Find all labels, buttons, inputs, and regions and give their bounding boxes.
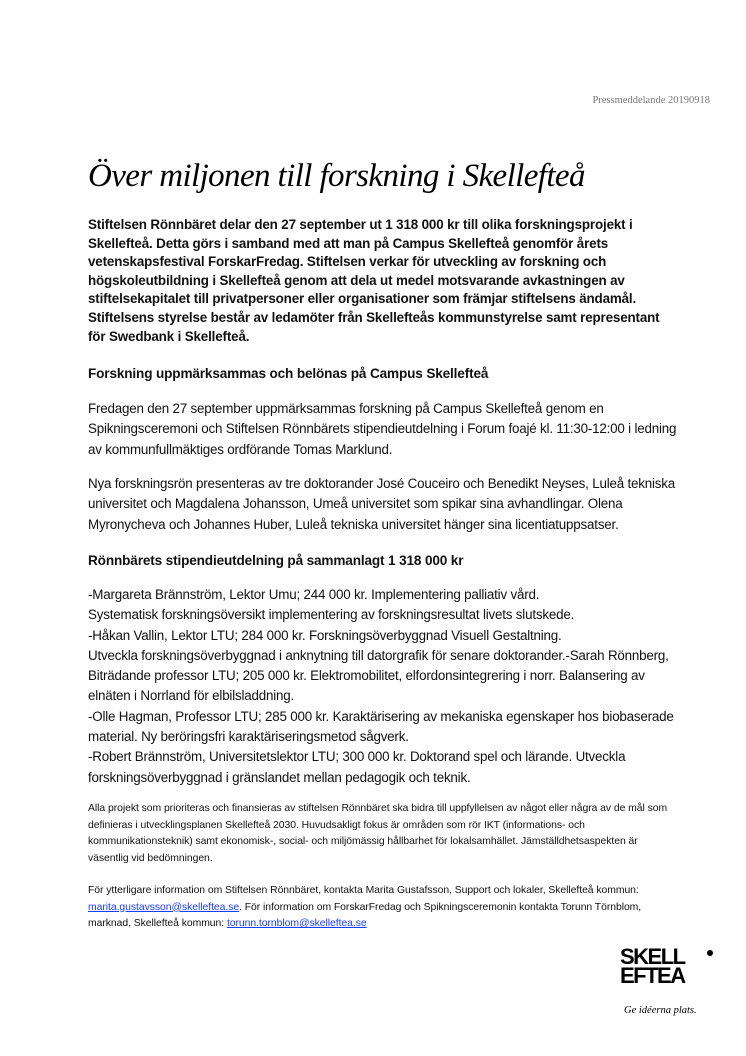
footer-note: Alla projekt som prioriteras och finansieras av stiftelsen Rönnbäret ska bidra till uppfyllelsen av något eller några av de mål som definieras i utvecklingsplanen Skellefteå 2030. Huvudsakligt fokus är områden som rör IKT (informations- och kommunikationsteknik) samt ekonomisk-, social- och miljömässig hållbarhet för lokalsamhället. Jämställdhetsaspekten är väsentlig vid bedömningen. <box>88 803 668 864</box>
list-item: -Margareta Brännström, Lektor Umu; 244 000 kr. Implementering palliativ vård. <box>88 587 540 602</box>
email-link-marita[interactable]: marita.gustavsson@skelleftea.se <box>88 901 240 913</box>
scholarship-list <box>88 585 688 788</box>
list-item: -Olle Hagman, Professor LTU; 285 000 kr. Karaktärisering av mekaniska egenskaper hos biobaserade material. Ny beröringsfri karaktäriseringsmetod sågverk. <box>88 708 674 745</box>
paragraph-doctorands: Nya forskningsrön presenteras av tre doktorander José Couceiro och Benedikt Neyses, Luleå tekniska universitet och Magdalena Johansson, Umeå universitet som spikar sina avhandlingar. Olena Myronycheva och Johannes Huber, Luleå tekniska universitet hänger sina licentiatuppsatser. <box>88 476 676 532</box>
section-heading-scholarships: Rönnbärets stipendieutdelning på sammanlagt 1 318 000 kr <box>88 553 464 568</box>
contact-text-mid: . För information om ForskarFredag och Spikningsceremonin kontakta Torunn Törnblom, marknad, Skellefteå kommun: <box>88 901 642 929</box>
paragraph-ceremony: Fredagen den 27 september uppmärksammas forskning på Campus Skellefteå genom en Spikningsceremoni och Stiftelsen Rönnbärets stipendieutdelning i Forum foajé kl. 11:30-12:00 i ledning av kommunfullmäktiges ordförande Tomas Marklund. <box>88 401 677 457</box>
list-item: -Robert Brännström, Universitetslektor LTU; 300 000 kr. Doktorand spel och lärande. Utveckla forskningsöverbyggnad i gränslandet mellan pedagogik och teknik. <box>88 749 626 785</box>
logo-line-1: SKELL <box>620 944 685 969</box>
logo-dot-icon <box>707 950 713 956</box>
list-item: Systematisk forskningsöversikt implementering av forskningsresultat livets slutskede. <box>88 607 575 623</box>
email-link-torunn[interactable]: torunn.tornblom@skelleftea.se <box>226 918 367 929</box>
press-release-date: Pressmeddelande 20190918 <box>592 95 710 106</box>
contact-paragraph <box>88 883 678 933</box>
logo-tagline: Ge idéerna plats. <box>624 1005 697 1016</box>
section-heading-campus: Forskning uppmärksammas och belönas på Campus Skellefteå <box>88 366 489 381</box>
list-item: Utveckla forskningsöverbyggnad i anknytning till datorgrafik för senare doktorander.-Sarah Rönnberg, Biträdande professor LTU; 205 000 kr. Elektromobilitet, elfordonsintegrering i norr. Balansering av elnäten i Norrland för elbilsladdning. <box>88 647 669 704</box>
skelleftea-logo <box>620 944 718 1023</box>
logo-line-2: EFTEA <box>620 963 685 988</box>
contact-text-pre: För ytterligare information om Stiftelsen Rönnbäret, kontakta Marita Gustafsson, Support och lokaler, Skellefteå kommun: <box>88 885 639 896</box>
lead-paragraph: Stiftelsen Rönnbäret delar den 27 september ut 1 318 000 kr till olika forskningsprojekt i Skellefteå. Detta görs i samband med att man på Campus Skellefteå genomför årets vetenskapsfestival ForskarFredag. Stiftelsen verkar för utveckling av forskning och högskoleutbildning i Skellefteå genom att dela ut medel motsvarande avkastningen av stiftelsekapitalet till privatpersoner eller organisationer som främjar stiftelsens ändamål. Stiftelsens styrelse består av ledamöter från Skellefteås kommunstyrelse samt representant för Swedbank i Skellefteå. <box>88 217 660 344</box>
page-title: Över miljonen till forskning i Skellefteå <box>88 158 585 194</box>
list-item: -Håkan Vallin, Lektor LTU; 284 000 kr. Forskningsöverbyggnad Visuell Gestaltning. <box>88 627 562 643</box>
